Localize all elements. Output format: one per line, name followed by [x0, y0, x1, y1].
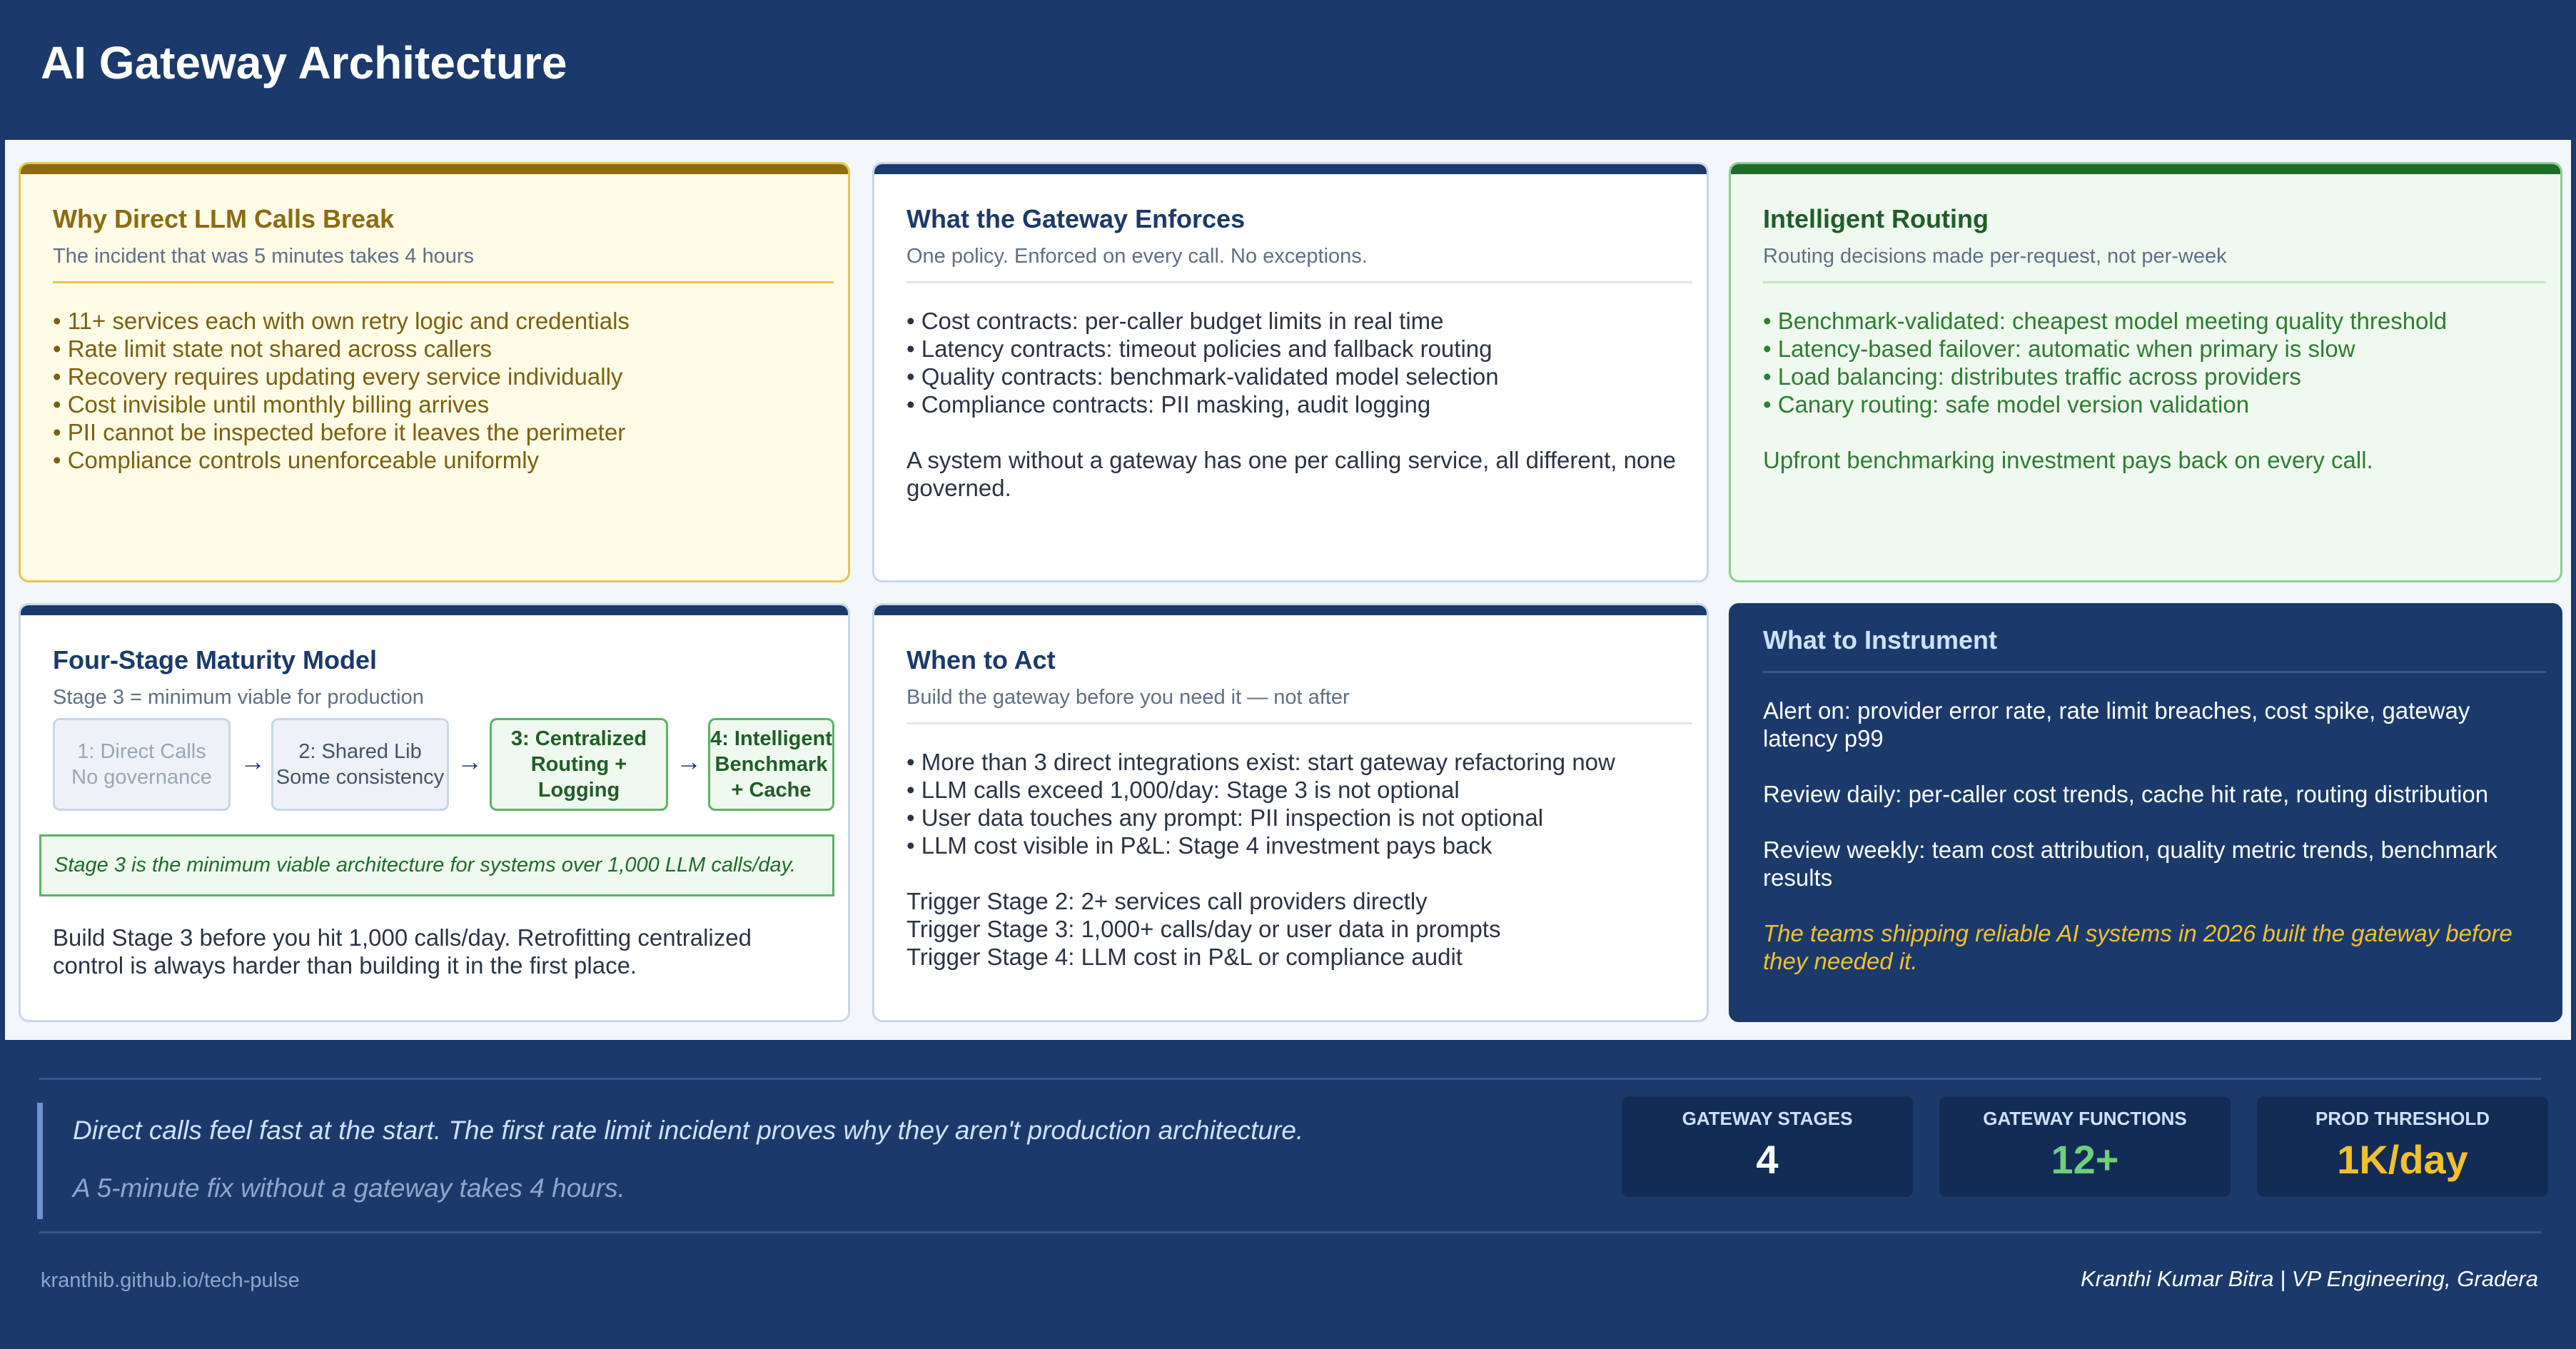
- list-item: • More than 3 direct integrations exist: start gateway refactoring now: [906, 749, 1615, 775]
- arrow-right-icon: →: [240, 747, 266, 776]
- list-item: • LLM cost visible in P&L: Stage 4 investment pays back: [906, 832, 1492, 859]
- card-accent-bar: [874, 605, 1707, 615]
- list-item: • Compliance controls unenforceable uniformly: [53, 447, 540, 473]
- card-maturity-model: [19, 603, 850, 1022]
- instrument-line: Alert on: provider error rate, rate limit breaches, cost spike, gateway latency p99: [1763, 697, 2470, 752]
- divider: [39, 1231, 2541, 1233]
- stage-label: 4: Intelligent: [710, 727, 832, 750]
- stage-desc: No governance: [71, 766, 212, 789]
- card-accent-bar: [21, 605, 848, 615]
- card-subtitle: Routing decisions made per-request, not per-week: [1763, 245, 2227, 268]
- list-item: • Recovery requires updating every service individually: [53, 363, 623, 390]
- card-title: Four-Stage Maturity Model: [53, 645, 378, 674]
- list-item: • Compliance contracts: PII masking, audit logging: [906, 391, 1431, 418]
- author-credit: Kranthi Kumar Bitra | VP Engineering, Gradera: [2081, 1266, 2538, 1291]
- stat-label: GATEWAY STAGES: [1682, 1108, 1853, 1129]
- card-subtitle: One policy. Enforced on every call. No exceptions.: [906, 245, 1368, 268]
- list-item: • Latency contracts: timeout policies and fallback routing: [906, 335, 1492, 362]
- card-intelligent-routing: [1729, 162, 2562, 582]
- stage-desc: Benchmark + Cache: [714, 753, 828, 802]
- card-body: [1763, 697, 2539, 975]
- stage-2-box: [271, 718, 449, 811]
- card-body: [53, 307, 827, 474]
- card-gateway-enforces: [872, 162, 1709, 582]
- card-note: Upfront benchmarking investment pays back on every call.: [1763, 447, 2373, 473]
- list-item: • PII cannot be inspected before it leaves the perimeter: [53, 419, 626, 445]
- site-link[interactable]: kranthib.github.io/tech-pulse: [41, 1269, 300, 1292]
- stage-label: 2: Shared Lib: [298, 740, 422, 763]
- stage-label: 3: Centralized: [510, 727, 647, 750]
- arrow-right-icon: →: [676, 747, 702, 776]
- card-title: What to Instrument: [1763, 625, 1997, 655]
- stage-desc: Routing + Logging: [530, 753, 627, 802]
- list-item: • Cost invisible until monthly billing arrives: [53, 391, 490, 418]
- card-title: Intelligent Routing: [1763, 204, 1989, 233]
- main-panel: [5, 140, 2571, 1040]
- list-item: • 11+ services each with own retry logic and credentials: [53, 308, 630, 334]
- list-item: • Canary routing: safe model version validation: [1763, 391, 2250, 418]
- divider: [39, 1078, 2541, 1080]
- divider: [53, 281, 834, 283]
- quote-sub: A 5-minute fix without a gateway takes 4 hours.: [73, 1173, 625, 1203]
- highlight-quote: The teams shipping reliable AI systems in 2026 built the gateway before they needed it.: [1763, 920, 2512, 974]
- list-item: • LLM calls exceed 1,000/day: Stage 3 is not optional: [906, 777, 1460, 803]
- stage-3-box: [490, 718, 668, 811]
- stat-value: 1K/day: [2337, 1137, 2468, 1182]
- list-item: • Rate limit state not shared across callers: [53, 335, 492, 362]
- list-item: • Latency-based failover: automatic when primary is slow: [1763, 335, 2355, 362]
- page-title: AI Gateway Architecture: [41, 37, 567, 89]
- card-note: Build Stage 3 before you hit 1,000 calls/day. Retrofitting centralized control is always harder than building it in the first place.: [53, 924, 752, 979]
- divider: [906, 722, 1692, 724]
- list-item: • Load balancing: distributes traffic across providers: [1763, 363, 2301, 390]
- card-what-to-instrument: [1729, 603, 2562, 1022]
- card-title: When to Act: [906, 645, 1056, 674]
- list-item: • Benchmark-validated: cheapest model meeting quality threshold: [1763, 308, 2448, 334]
- list-item: • User data touches any prompt: PII inspection is not optional: [906, 804, 1544, 831]
- card-accent-bar: [21, 164, 848, 174]
- stat-label: GATEWAY FUNCTIONS: [1983, 1108, 2187, 1129]
- stage-flow: [53, 718, 838, 815]
- stat-prod-threshold: [2257, 1096, 2548, 1197]
- instrument-line: Review daily: per-caller cost trends, cache hit rate, routing distribution: [1763, 781, 2489, 807]
- stage-3-callout: Stage 3 is the minimum viable architecture for systems over 1,000 LLM calls/day.: [39, 834, 834, 896]
- card-subtitle: The incident that was 5 minutes takes 4 hours: [53, 245, 474, 268]
- trigger-line: Trigger Stage 3: 1,000+ calls/day or user data in prompts: [906, 916, 1501, 942]
- card-title: Why Direct LLM Calls Break: [53, 204, 395, 233]
- stat-value: 12+: [2051, 1137, 2119, 1182]
- trigger-line: Trigger Stage 2: 2+ services call providers directly: [906, 888, 1428, 914]
- card-body: [906, 748, 1685, 971]
- list-item: • Quality contracts: benchmark-validated model selection: [906, 363, 1499, 390]
- stat-label: PROD THRESHOLD: [2315, 1108, 2490, 1129]
- card-when-to-act: [872, 603, 1709, 1022]
- stage-4-box: [708, 718, 834, 811]
- card-subtitle: Build the gateway before you need it — not after: [906, 686, 1350, 709]
- stat-gateway-functions: [1939, 1096, 2231, 1197]
- card-body: [906, 307, 1685, 502]
- card-body: [1763, 307, 2539, 474]
- divider: [906, 281, 1692, 283]
- card-accent-bar: [1731, 164, 2560, 174]
- stage-desc: Some consistency: [276, 766, 445, 789]
- stat-gateway-stages: [1622, 1096, 1913, 1197]
- card-subtitle: Stage 3 = minimum viable for production: [53, 686, 424, 709]
- arrow-right-icon: →: [457, 747, 483, 776]
- trigger-line: Trigger Stage 4: LLM cost in P&L or compliance audit: [906, 944, 1463, 970]
- card-title: What the Gateway Enforces: [906, 204, 1246, 233]
- divider: [1763, 671, 2546, 673]
- card-note: A system without a gateway has one per calling service, all different, none governed.: [906, 447, 1676, 501]
- stat-value: 4: [1756, 1137, 1779, 1182]
- stage-1-box: [53, 718, 231, 811]
- instrument-line: Review weekly: team cost attribution, quality metric trends, benchmark results: [1763, 837, 2497, 891]
- divider: [1763, 281, 2546, 283]
- card-accent-bar: [874, 164, 1707, 174]
- header: [0, 0, 2576, 140]
- list-item: • Cost contracts: per-caller budget limits in real time: [906, 308, 1444, 334]
- card-why-direct-calls-break: [19, 162, 850, 582]
- stage-label: 1: Direct Calls: [77, 740, 206, 763]
- pull-quote: [37, 1103, 1399, 1219]
- quote-main: Direct calls feel fast at the start. The first rate limit incident proves why they aren't production architecture.: [73, 1116, 1304, 1145]
